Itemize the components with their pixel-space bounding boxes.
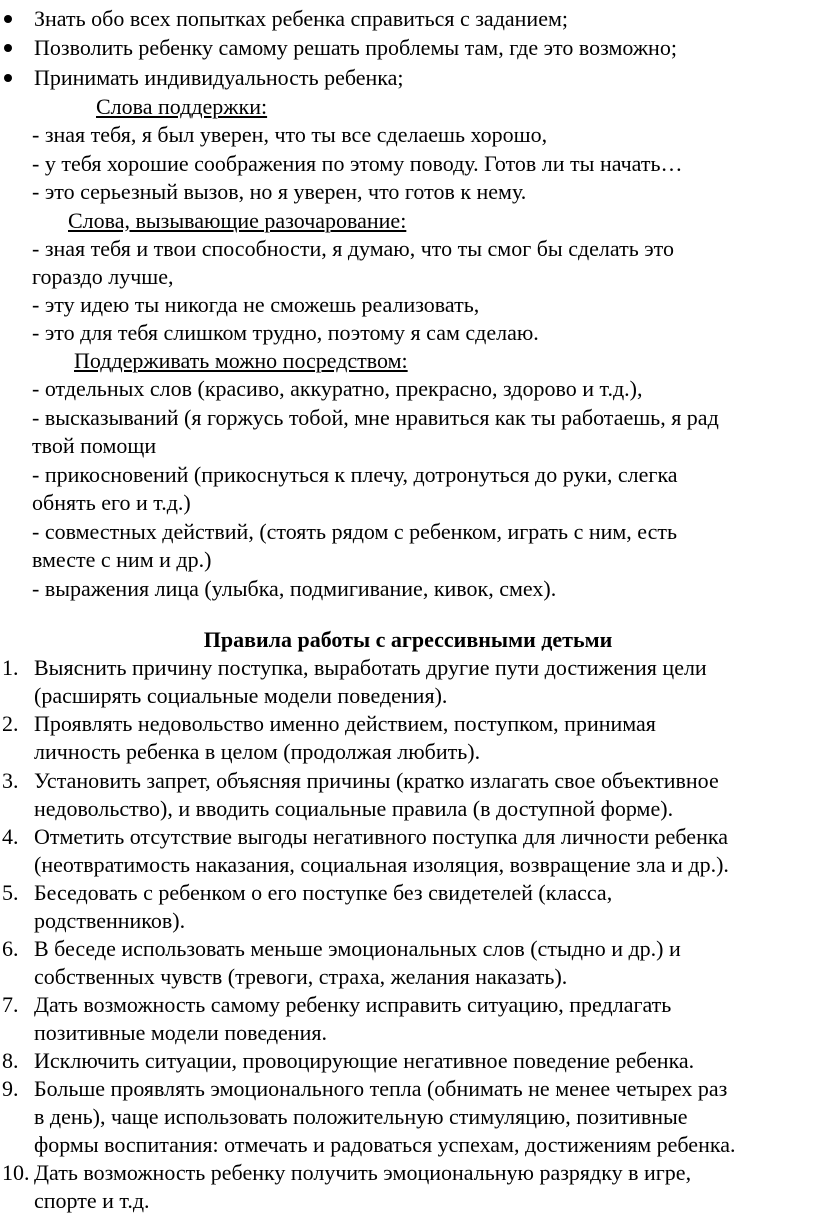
support-means-item: - прикосновений (прикоснуться к плечу, дотронуться до руки, слегка [32,462,678,487]
rule-text: формы воспитания: отмечать и радоваться успехам, достижениям ребенка. [34,1132,736,1157]
support-means-item: - отдельных слов (красиво, аккуратно, прекрасно, здорово и т.д.), [32,376,643,401]
rule-text: Установить запрет, объясняя причины (кратко излагать свое объективное [34,768,719,793]
rule-text: личность ребенка в целом (продолжая любить). [34,739,481,764]
rule-number: 6. [2,936,19,961]
rule-number: 8. [2,1048,19,1073]
disappointment-words-item: - это для тебя слишком трудно, поэтому я сам сделаю. [32,320,539,345]
rule-number: 7. [2,992,19,1017]
disappointment-words-item: - зная тебя и твои способности, я думаю, что ты смог бы сделать это [32,236,675,261]
bullet-item: Принимать индивидуальность ребенка; [34,65,404,90]
rule-text: Дать возможность ребенку получить эмоциональную разрядку в игре, [34,1160,692,1185]
bullet-icon [4,15,12,23]
disappointment-words-heading: Слова, вызывающие разочарование: [68,208,407,233]
rule-text: Больше проявлять эмоционального тепла (обнимать не менее четырех раз [34,1076,728,1101]
disappointment-words-item: - эту идею ты никогда не сможешь реализовать, [32,292,480,317]
rule-number: 1. [2,655,19,680]
rule-number: 2. [2,711,19,736]
bullet-item: Знать обо всех попытках ребенка справиться с заданием; [34,6,569,31]
rule-text: (расширять социальные модели поведения). [34,683,448,708]
rules-title: Правила работы с агрессивными детьми [203,627,613,652]
rule-text: позитивные модели поведения. [34,1020,327,1045]
support-means-item-cont: обнять его и т.д.) [32,490,191,515]
rule-number: 5. [2,880,19,905]
support-means-item: - совместных действий, (стоять рядом с ребенком, играть с ним, есть [32,519,678,544]
bullet-icon [4,44,12,52]
rule-number: 9. [2,1076,19,1101]
rule-text: собственных чувств (тревоги, страха, желания наказать). [34,964,568,989]
rule-text: Дать возможность самому ребенку исправить ситуацию, предлагать [34,992,672,1017]
bullet-icon [4,74,12,82]
support-means-item: - высказываний (я горжусь тобой, мне нравиться как ты работаешь, я рад [32,405,719,430]
support-words-item: - это серьезный вызов, но я уверен, что готов к нему. [32,179,527,204]
support-means-heading: Поддерживать можно посредством: [74,348,408,373]
support-means-item-cont: твой помощи [32,433,157,458]
rule-number: 3. [2,768,19,793]
rule-text: Исключить ситуации, провоцирующие негативное поведение ребенка. [34,1048,695,1073]
rule-text: (неотвратимость наказания, социальная изоляция, возвращение зла и др.). [34,852,729,877]
rule-text: Проявлять недовольство именно действием, поступком, принимая [34,711,656,736]
rule-text: недовольство), и вводить социальные правила (в доступной форме). [34,796,674,821]
support-words-item: - у тебя хорошие соображения по этому поводу. Готов ли ты начать… [32,151,683,176]
rule-text: В беседе использовать меньше эмоциональных слов (стыдно и др.) и [34,936,681,961]
support-means-item-cont: вместе с ним и др.) [32,547,212,572]
bullet-item: Позволить ребенку самому решать проблемы там, где это возможно; [34,35,677,60]
rule-number: 4. [2,824,19,849]
support-means-item: - выражения лица (улыбка, подмигивание, кивок, смех). [32,576,557,601]
rule-text: Выяснить причину поступка, выработать другие пути достижения цели [34,655,707,680]
disappointment-words-item-cont: гораздо лучше, [32,264,174,289]
support-words-heading: Слова поддержки: [96,94,268,119]
rule-text: в день), чаще использовать положительную стимуляцию, позитивные [34,1104,688,1129]
rule-number: 10. [2,1160,30,1185]
rule-text: спорте и т.д. [34,1188,150,1213]
rule-text: родственников). [34,908,186,933]
rule-text: Отметить отсутствие выгоды негативного поступка для личности ребенка [34,824,728,849]
support-words-item: - зная тебя, я был уверен, что ты все сделаешь хорошо, [32,122,548,147]
rule-text: Беседовать с ребенком о его поступке без свидетелей (класса, [34,880,613,905]
